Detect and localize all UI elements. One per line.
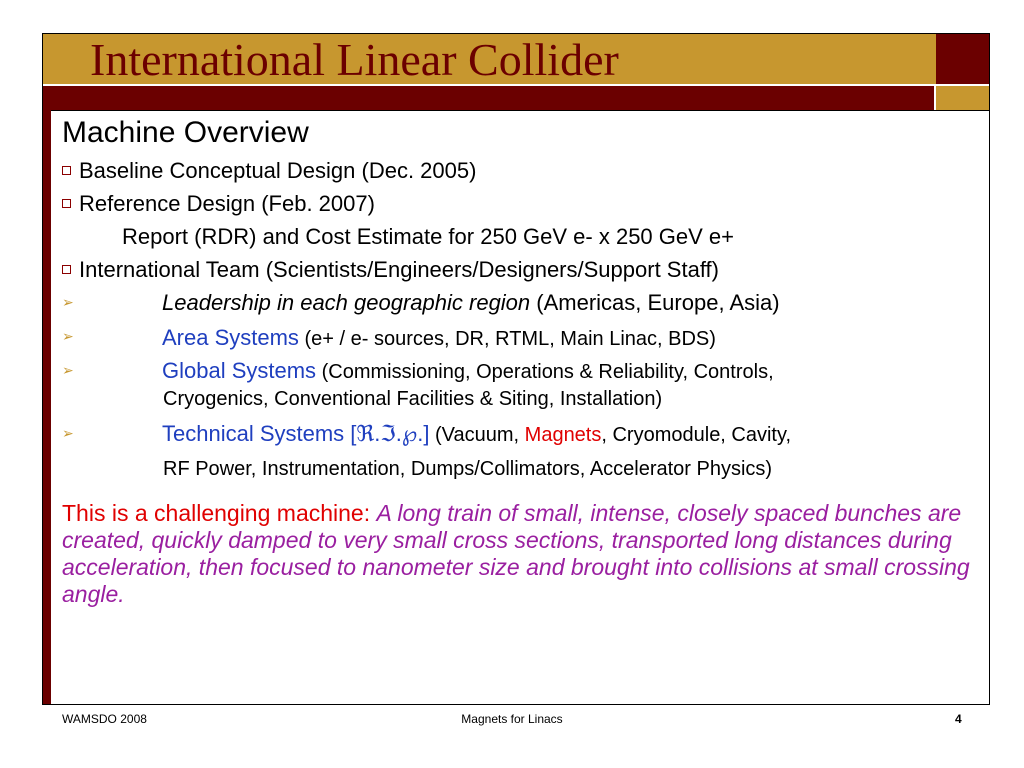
footer-center: Magnets for Linacs [461, 712, 563, 726]
bullet-baseline: Baseline Conceptual Design (Dec. 2005) [62, 154, 982, 187]
sub-technical-systems: ➢ Technical Systems [ℜ.ℑ.℘.] (Vacuum, Magnets, Cryomodule, Cavity, [62, 417, 982, 452]
footer-left: WAMSDO 2008 [62, 712, 147, 726]
arrow-bullet-icon: ➢ [62, 293, 74, 310]
bullet-reference-continued: Report (RDR) and Cost Estimate for 250 GeV e- x 250 GeV e+ [122, 224, 734, 249]
slide-title: International Linear Collider [90, 34, 619, 85]
page-number: 4 [955, 712, 962, 726]
sub-technical-continued: RF Power, Instrumentation, Dumps/Collimators, Accelerator Physics) [163, 457, 773, 480]
slide-content [62, 112, 982, 608]
square-bullet-icon [62, 199, 71, 208]
section-heading: Machine Overview [62, 116, 309, 149]
sub-global-continued: Cryogenics, Conventional Facilities & Siting, Installation) [163, 387, 663, 410]
corner-block-bottom [936, 86, 989, 110]
bullet-team: International Team (Scientists/Engineers/Designers/Support Staff) [62, 253, 982, 286]
bullet-reference: Reference Design (Feb. 2007) [62, 187, 982, 220]
square-bullet-icon [62, 265, 71, 274]
left-sidebar-bar [43, 110, 51, 704]
arrow-bullet-icon: ➢ [62, 424, 74, 441]
challenge-paragraph: This is a challenging machine: A long train of small, intense, closely spaced bunches are created, quickly damped to very small cross sections, transported long distances during acceleration, then focused to nanometer size and brought into collisions at small crossing angle. [62, 499, 970, 607]
square-bullet-icon [62, 166, 71, 175]
arrow-bullet-icon: ➢ [62, 361, 74, 378]
arrow-bullet-icon: ➢ [62, 328, 74, 345]
sub-area-systems: ➢ Area Systems (e+ / e- sources, DR, RTML, Main Linac, BDS) [62, 321, 982, 356]
sub-global-systems: ➢ Global Systems (Commissioning, Operations & Reliability, Controls, [62, 356, 982, 387]
corner-block-top [936, 34, 989, 84]
header-strip [43, 86, 934, 110]
sub-leadership: ➢ Leadership in each geographic region (Americas, Europe, Asia) [62, 286, 982, 321]
